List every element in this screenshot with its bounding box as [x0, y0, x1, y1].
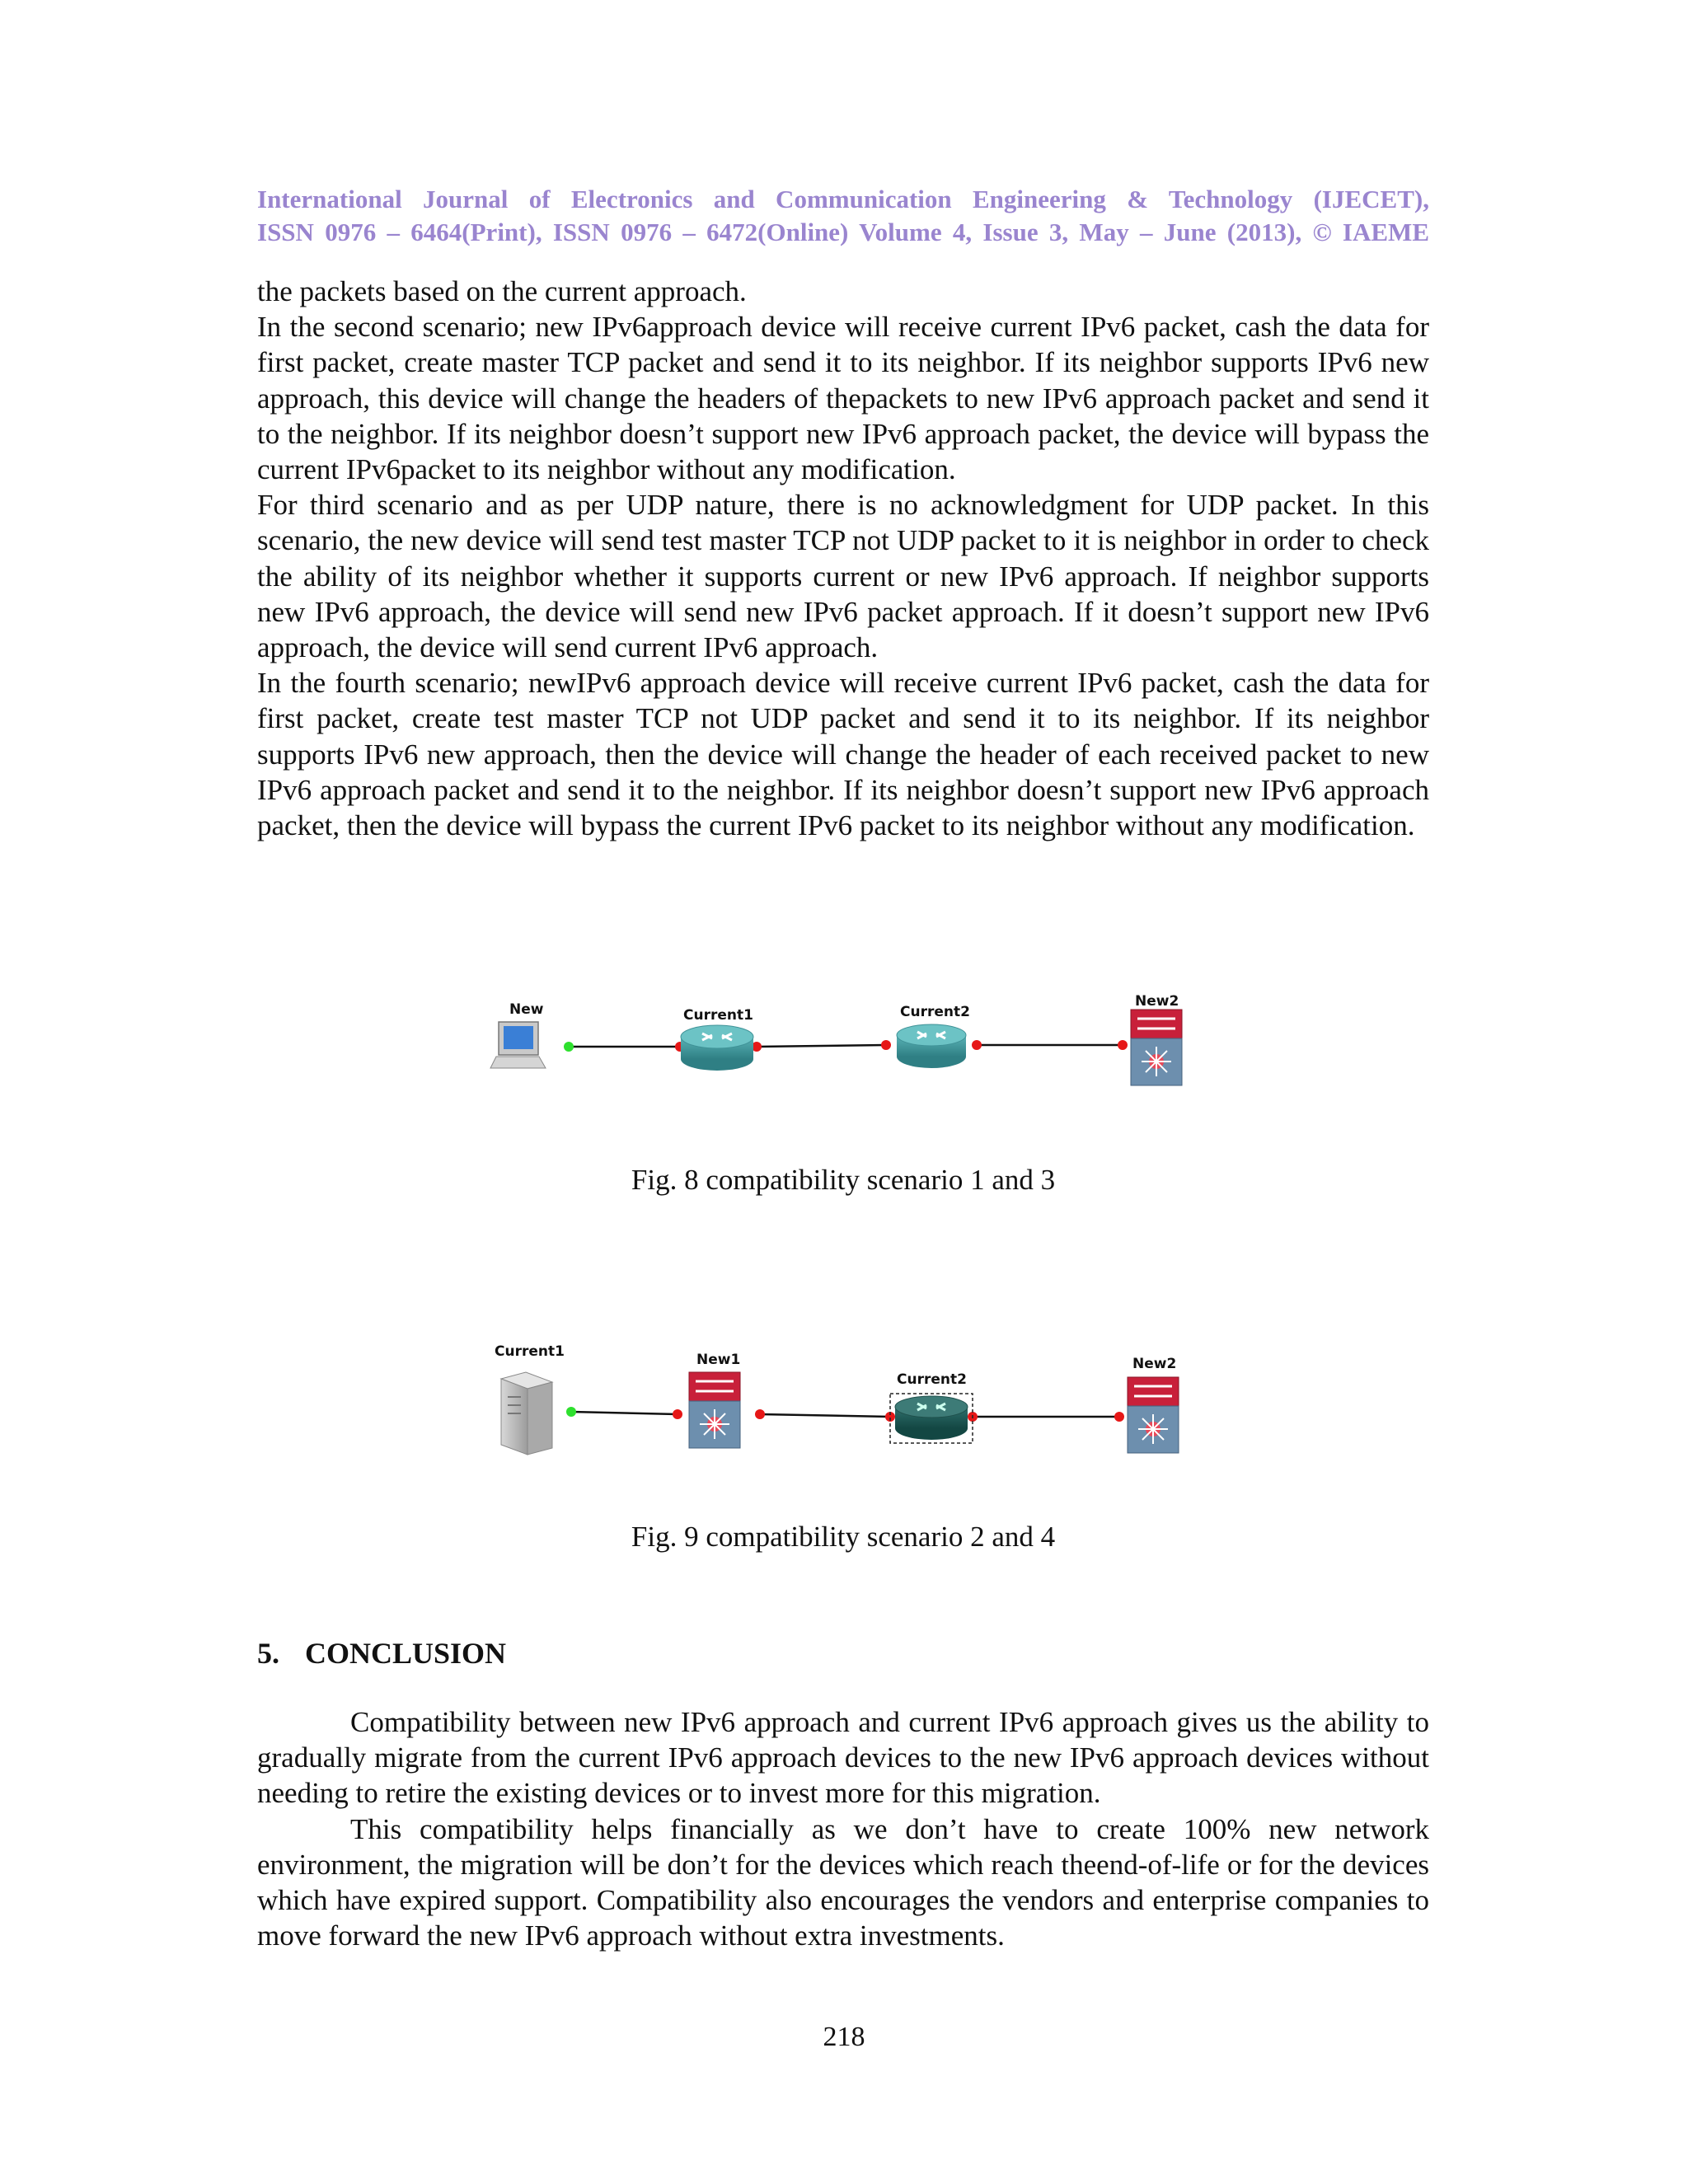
router-icon	[890, 1394, 973, 1443]
body-text	[257, 274, 1429, 843]
paragraph-3: For third scenario and as per UDP nature, there is no acknowledgment for UDP packet. In this scenario, the new device will send test master TCP not UDP packet to it is neighbor in order to check the ability of its neighbor whether it supports current or new IPv6 approach. If neighbor supports new IPv6 approach, the device will send new IPv6 packet approach. If it doesn’t support new IPv6 approach, the device will send current IPv6 approach.	[257, 489, 1429, 664]
node-label: New2	[1135, 993, 1179, 1010]
node-label: Current2	[900, 1004, 970, 1020]
router-icon	[897, 1024, 966, 1068]
figure-9-diagram	[478, 1331, 1236, 1479]
node-label: Current2	[897, 1371, 967, 1388]
section-heading	[257, 1636, 506, 1671]
conclusion-paragraph-2: This compatibility helps financially as we don’t have to create 100% new network environment, the migration will be don’t for the devices which reach theend-of-life or for the devices which have expired support. Compatibility also encourages the vendors and enterprise companies to move forward the new IPv6 approach without extra investments.	[257, 1812, 1429, 1952]
link-endpoint	[673, 1409, 682, 1419]
node-label: New	[509, 1001, 544, 1018]
figure-9-caption: Fig. 9 compatibility scenario 2 and 4	[631, 1521, 1056, 1553]
link-endpoint	[1114, 1412, 1124, 1422]
section-number: 5.	[257, 1637, 279, 1670]
paragraph-2: In the second scenario; new IPv6approach device will receive current IPv6 packet, cash the data for first packet, create master TCP packet and send it to its neighbor. If its neighbor supports IPv6 new approach, this device will change the headers of thepackets to new IPv6 approach packet and send it to the neighbor. If its neighbor doesn’t support new IPv6 approach packet, the device will bypass the current IPv6packet to its neighbor without any modification.	[257, 311, 1429, 486]
switch-icon	[1128, 1377, 1179, 1453]
link-endpoint	[972, 1040, 982, 1050]
journal-header-line1: International Journal of Electronics and Communication Engineering & Technology (IJECET),	[257, 185, 1429, 213]
journal-header-line2: ISSN 0976 – 6464(Print), ISSN 0976 – 6472(Online) Volume 4, Issue 3, May – June (2013), © IAEME	[257, 218, 1429, 246]
node-label: New1	[696, 1352, 741, 1368]
paragraph-4: In the fourth scenario; newIPv6 approach device will receive current IPv6 packet, cash the data for first packet, create test master TCP not UDP packet and send it to its neighbor. If its neighbor supports IPv6 new approach, then the device will change the header of each received packet to new IPv6 approach packet and send it to the neighbor. If its neighbor doesn’t support new IPv6 approach packet, then the device will bypass the current IPv6 packet to its neighbor without any modification.	[257, 667, 1429, 842]
paragraph-1: the packets based on the current approach.	[257, 275, 747, 307]
section-title: CONCLUSION	[305, 1637, 507, 1670]
journal-header	[257, 183, 1429, 249]
router-icon	[681, 1025, 753, 1071]
switch-icon	[1131, 1010, 1182, 1085]
link-endpoint	[881, 1040, 891, 1050]
link-endpoint	[1118, 1040, 1128, 1050]
pc-icon	[490, 1022, 546, 1068]
figure-8-caption: Fig. 8 compatibility scenario 1 and 3	[631, 1164, 1056, 1196]
page-number: 218	[823, 2022, 865, 2052]
server-icon	[501, 1372, 552, 1455]
link-endpoint-up	[564, 1042, 574, 1052]
node-label: New2	[1132, 1356, 1177, 1372]
switch-icon	[689, 1372, 740, 1448]
link-endpoint-up	[566, 1407, 576, 1417]
node-label: Current1	[495, 1343, 565, 1360]
link-endpoint	[755, 1409, 765, 1419]
conclusion-paragraph-1: Compatibility between new IPv6 approach and current IPv6 approach gives us the ability to gradually migrate from the current IPv6 approach devices to the new IPv6 approach devices without needing to retire the existing devices or to invest more for this migration.	[257, 1706, 1429, 1810]
node-label: Current1	[683, 1007, 753, 1024]
figure-8-diagram	[478, 981, 1236, 1104]
conclusion-text	[257, 1704, 1429, 1953]
